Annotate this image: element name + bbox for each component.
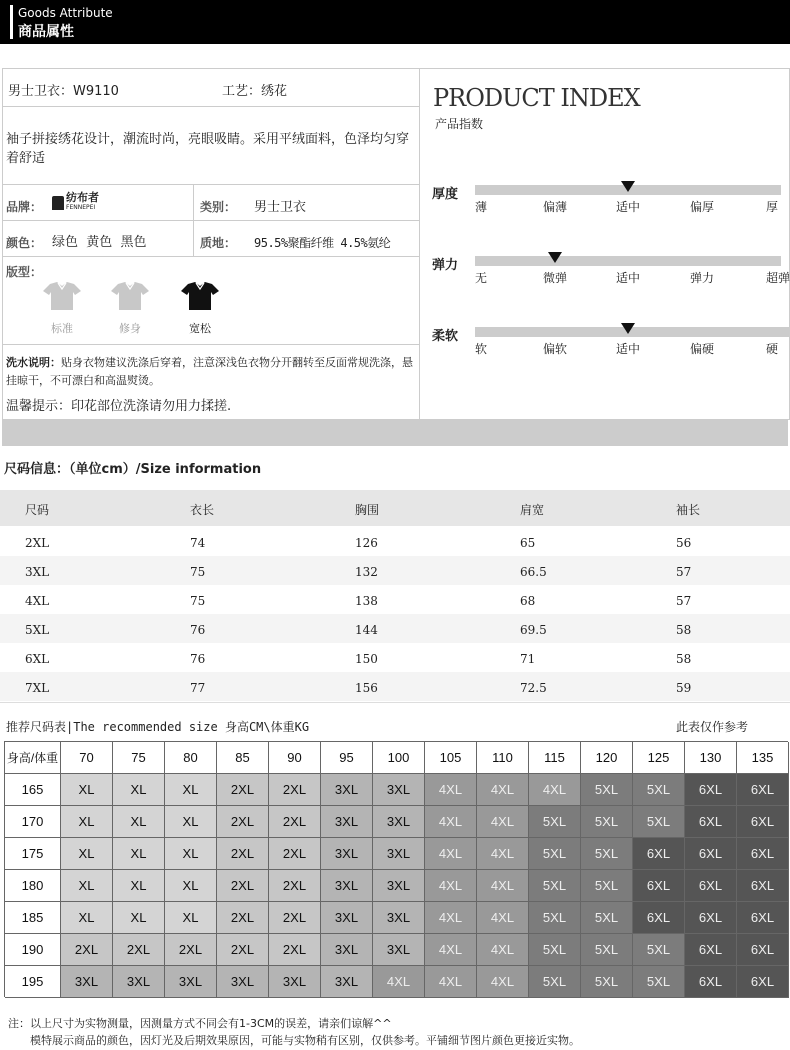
size-cell: 156 — [355, 681, 378, 695]
grid-size-cell: 4XL — [477, 806, 529, 838]
fit-label-0: 标准 — [51, 322, 73, 335]
grid-weight-header: 120 — [581, 742, 633, 774]
wash-label: 洗水说明： — [6, 356, 61, 369]
scale-name-0: 厚度 — [432, 187, 459, 202]
grid-height-header: 170 — [5, 806, 61, 838]
grid-size-cell: 2XL — [269, 902, 321, 934]
size-header-3: 肩宽 — [520, 503, 545, 517]
grid-size-cell: 3XL — [373, 902, 425, 934]
tip: 温馨提示：印花部位洗涤请勿用力揉搓. — [6, 399, 232, 414]
grid-size-cell: 2XL — [61, 934, 113, 966]
grid-size-cell: 6XL — [685, 806, 737, 838]
fit-shirt-icon-0 — [42, 280, 82, 312]
grid-size-cell: 3XL — [165, 966, 217, 998]
size-table-header — [0, 490, 790, 526]
grid-weight-header: 135 — [737, 742, 789, 774]
grid-size-cell: 6XL — [633, 870, 685, 902]
category-value: 男士卫衣 — [254, 200, 307, 215]
grid-size-cell: 6XL — [685, 838, 737, 870]
size-cell: 75 — [190, 565, 206, 579]
grid-weight-header: 95 — [321, 742, 373, 774]
size-cell: 57 — [676, 594, 692, 608]
fit-shirt-icon-2 — [180, 280, 220, 312]
grid-size-cell: 3XL — [217, 966, 269, 998]
grid-weight-header: 90 — [269, 742, 321, 774]
grid-height-header: 190 — [5, 934, 61, 966]
recommend-title: 推荐尺码表|The recommended size 身高CM\体重KG — [6, 720, 310, 734]
scale-bar-1 — [475, 256, 781, 266]
size-cell: 5XL — [25, 623, 50, 637]
size-cell: 4XL — [25, 594, 50, 608]
footer-note-2: 模特展示商品的颜色，因灯光及后期效果原因，可能与实物稍有区别，仅供参考。平铺细节图片颜色更接近实物。 — [30, 1034, 580, 1047]
grid-size-cell: 4XL — [529, 774, 581, 806]
grid-size-cell: 5XL — [581, 806, 633, 838]
grid-size-cell: 3XL — [113, 966, 165, 998]
grid-size-cell: 5XL — [633, 806, 685, 838]
grid-size-cell: 3XL — [61, 966, 113, 998]
size-cell: 57 — [676, 565, 692, 579]
product-index-title: PRODUCT INDEX — [433, 84, 640, 112]
scale-option-2-4: 硬 — [766, 342, 779, 356]
size-cell: 2XL — [25, 536, 50, 550]
grid-size-cell: 5XL — [529, 870, 581, 902]
grid-size-cell: XL — [165, 774, 217, 806]
grid-size-cell: 6XL — [685, 870, 737, 902]
divider — [2, 344, 420, 345]
grid-weight-header: 130 — [685, 742, 737, 774]
size-cell: 144 — [355, 623, 378, 637]
scale-option-2-2: 适中 — [616, 342, 641, 356]
scale-marker-icon-0 — [621, 181, 635, 192]
scale-option-1-1: 微弹 — [543, 271, 568, 285]
grid-size-cell: XL — [113, 838, 165, 870]
scale-marker-icon-2 — [621, 323, 635, 334]
brand-label: 品牌： — [6, 200, 43, 214]
grid-weight-header: 115 — [529, 742, 581, 774]
grid-size-cell: 5XL — [529, 838, 581, 870]
grid-size-cell: 4XL — [425, 966, 477, 998]
scale-option-2-0: 软 — [475, 342, 488, 356]
grid-weight-header: 100 — [373, 742, 425, 774]
grid-size-cell: 6XL — [737, 934, 789, 966]
grid-size-cell: 6XL — [685, 934, 737, 966]
size-header-4: 袖长 — [676, 503, 701, 517]
grid-size-cell: XL — [61, 774, 113, 806]
grid-size-cell: XL — [165, 838, 217, 870]
grid-height-header: 180 — [5, 870, 61, 902]
grid-size-cell: 3XL — [321, 774, 373, 806]
size-row — [0, 556, 790, 585]
size-cell: 68 — [520, 594, 536, 608]
grid-size-cell: 4XL — [477, 902, 529, 934]
grid-weight-header: 125 — [633, 742, 685, 774]
scale-option-0-1: 偏薄 — [543, 200, 568, 214]
grid-corner: 身高/体重 — [5, 742, 61, 774]
grid-size-cell: 5XL — [581, 966, 633, 998]
scale-option-0-0: 薄 — [475, 200, 488, 214]
scale-marker-icon-1 — [548, 252, 562, 263]
scale-option-1-2: 适中 — [616, 271, 641, 285]
fit-label: 版型： — [6, 265, 43, 279]
grid-size-cell: 5XL — [529, 806, 581, 838]
scale-name-2: 柔软 — [432, 329, 459, 344]
grid-size-cell: 4XL — [425, 934, 477, 966]
brand-logo-icon — [52, 196, 64, 210]
grid-size-cell: XL — [113, 870, 165, 902]
grid-size-cell: XL — [61, 806, 113, 838]
recommend-grid — [4, 741, 788, 997]
size-cell: 76 — [190, 623, 206, 637]
grid-size-cell: XL — [113, 902, 165, 934]
grid-size-cell: XL — [113, 774, 165, 806]
size-cell: 58 — [676, 652, 692, 666]
divider — [193, 184, 194, 256]
size-cell: 76 — [190, 652, 206, 666]
divider — [0, 702, 790, 703]
size-cell: 71 — [520, 652, 536, 666]
wash-instructions — [6, 354, 418, 390]
grid-size-cell: 4XL — [477, 966, 529, 998]
grid-size-cell: 6XL — [737, 902, 789, 934]
grid-size-cell: 5XL — [581, 870, 633, 902]
grid-size-cell: 2XL — [113, 934, 165, 966]
divider — [2, 220, 420, 221]
grid-size-cell: 2XL — [165, 934, 217, 966]
scale-option-1-4: 超弹 — [766, 271, 790, 285]
grid-size-cell: 2XL — [269, 806, 321, 838]
grid-size-cell: 6XL — [737, 870, 789, 902]
size-row — [0, 643, 790, 672]
recommend-note: 此表仅作参考 — [676, 720, 749, 734]
size-cell: 75 — [190, 594, 206, 608]
grid-size-cell: 3XL — [373, 870, 425, 902]
product-description: 袖子拼接绣花设计，潮流时尚，亮眼吸睛。采用平绒面料，色泽均匀穿着舒适 — [6, 132, 410, 166]
grid-size-cell: XL — [61, 870, 113, 902]
separator-band — [2, 420, 788, 446]
grid-size-cell: 2XL — [269, 838, 321, 870]
size-row — [0, 672, 790, 701]
grid-weight-header: 85 — [217, 742, 269, 774]
grid-size-cell: 3XL — [321, 806, 373, 838]
grid-size-cell: XL — [165, 806, 217, 838]
size-header-2: 胸围 — [355, 503, 380, 517]
grid-size-cell: 3XL — [321, 838, 373, 870]
grid-size-cell: 6XL — [737, 966, 789, 998]
scale-option-0-2: 适中 — [616, 200, 641, 214]
scale-option-2-3: 偏硬 — [690, 342, 715, 356]
grid-size-cell: 6XL — [685, 774, 737, 806]
grid-size-cell: 4XL — [477, 870, 529, 902]
grid-size-cell: 5XL — [581, 902, 633, 934]
size-cell: 132 — [355, 565, 378, 579]
grid-size-cell: 3XL — [321, 870, 373, 902]
grid-size-cell: 6XL — [633, 838, 685, 870]
brand-logo — [52, 193, 99, 213]
grid-size-cell: 2XL — [217, 870, 269, 902]
grid-size-cell: 2XL — [217, 902, 269, 934]
size-cell: 72.5 — [520, 681, 547, 695]
grid-size-cell: 5XL — [581, 934, 633, 966]
grid-size-cell: 2XL — [269, 870, 321, 902]
divider — [2, 184, 420, 185]
size-cell: 59 — [676, 681, 692, 695]
size-cell: 66.5 — [520, 565, 547, 579]
size-cell: 6XL — [25, 652, 50, 666]
grid-size-cell: 5XL — [633, 966, 685, 998]
size-cell: 126 — [355, 536, 378, 550]
grid-height-header: 195 — [5, 966, 61, 998]
grid-size-cell: 5XL — [529, 902, 581, 934]
grid-size-cell: 5XL — [633, 934, 685, 966]
grid-size-cell: 3XL — [321, 966, 373, 998]
grid-size-cell: XL — [61, 838, 113, 870]
grid-height-header: 175 — [5, 838, 61, 870]
grid-size-cell: 2XL — [217, 934, 269, 966]
scale-option-1-3: 弹力 — [690, 271, 715, 285]
section-header — [0, 0, 790, 44]
grid-size-cell: 2XL — [217, 774, 269, 806]
grid-size-cell: XL — [61, 902, 113, 934]
grid-size-cell: 3XL — [373, 838, 425, 870]
brand-name: 纺布者 — [66, 191, 99, 204]
header-title-en: Goods Attribute — [18, 6, 113, 20]
grid-size-cell: 5XL — [581, 838, 633, 870]
size-row — [0, 614, 790, 643]
fit-label-2: 宽松 — [189, 322, 211, 335]
grid-size-cell: 4XL — [425, 806, 477, 838]
size-header-0: 尺码 — [25, 503, 50, 517]
size-cell: 56 — [676, 536, 692, 550]
grid-size-cell: 5XL — [633, 774, 685, 806]
grid-size-cell: 3XL — [373, 806, 425, 838]
size-header-1: 衣长 — [190, 503, 215, 517]
grid-size-cell: 4XL — [425, 870, 477, 902]
grid-size-cell: 5XL — [529, 934, 581, 966]
material-label: 质地： — [200, 236, 237, 250]
material-value: 95.5%聚酯纤维 4.5%氨纶 — [254, 236, 391, 250]
grid-size-cell: 4XL — [425, 838, 477, 870]
color-value: 绿色 黄色 黑色 — [52, 235, 147, 250]
size-cell: 69.5 — [520, 623, 547, 637]
size-cell: 58 — [676, 623, 692, 637]
size-info-title: 尺码信息：（单位cm）/Size information — [4, 462, 262, 477]
size-cell: 150 — [355, 652, 378, 666]
header-accent-bar — [10, 5, 13, 39]
scale-name-1: 弹力 — [432, 258, 459, 273]
category-label: 类别： — [200, 200, 237, 214]
product-model: 男士卫衣：W9110 — [8, 84, 119, 99]
size-cell: 3XL — [25, 565, 50, 579]
color-label: 颜色： — [6, 236, 43, 250]
scale-option-2-1: 偏软 — [543, 342, 568, 356]
grid-size-cell: 3XL — [373, 774, 425, 806]
wash-text: 贴身衣物建议洗涤后穿着，注意深浅色衣物分开翻转至反面常规洗涤，悬挂晾干，不可漂白和高温熨烫。 — [6, 356, 413, 387]
grid-size-cell: 5XL — [581, 774, 633, 806]
grid-size-cell: 2XL — [269, 774, 321, 806]
grid-size-cell: 6XL — [737, 806, 789, 838]
grid-weight-header: 75 — [113, 742, 165, 774]
grid-size-cell: 4XL — [373, 966, 425, 998]
grid-size-cell: 3XL — [321, 902, 373, 934]
scale-option-0-4: 厚 — [766, 200, 779, 214]
grid-size-cell: 6XL — [685, 902, 737, 934]
grid-weight-header: 70 — [61, 742, 113, 774]
grid-size-cell: 4XL — [477, 774, 529, 806]
size-cell: 77 — [190, 681, 206, 695]
product-craft: 工艺：绣花 — [222, 84, 288, 99]
grid-size-cell: 4XL — [477, 838, 529, 870]
grid-size-cell: 6XL — [737, 774, 789, 806]
brand-sub: FENNEPEI — [66, 204, 96, 211]
grid-size-cell: 3XL — [373, 934, 425, 966]
grid-height-header: 185 — [5, 902, 61, 934]
size-cell: 7XL — [25, 681, 50, 695]
grid-size-cell: XL — [165, 870, 217, 902]
grid-weight-header: 105 — [425, 742, 477, 774]
grid-size-cell: 2XL — [217, 806, 269, 838]
divider — [2, 106, 420, 107]
grid-weight-header: 110 — [477, 742, 529, 774]
size-cell: 74 — [190, 536, 206, 550]
grid-size-cell: 4XL — [425, 902, 477, 934]
header-title-cn: 商品属性 — [18, 24, 74, 40]
grid-size-cell: XL — [113, 806, 165, 838]
size-row — [0, 527, 790, 556]
grid-weight-header: 80 — [165, 742, 217, 774]
grid-size-cell: 5XL — [529, 966, 581, 998]
grid-height-header: 165 — [5, 774, 61, 806]
divider — [2, 256, 420, 257]
grid-size-cell: XL — [165, 902, 217, 934]
size-cell: 65 — [520, 536, 536, 550]
scale-option-0-3: 偏厚 — [690, 200, 715, 214]
fit-shirt-icon-1 — [110, 280, 150, 312]
fit-label-1: 修身 — [119, 322, 141, 335]
grid-size-cell: 4XL — [477, 934, 529, 966]
grid-size-cell: 3XL — [321, 934, 373, 966]
grid-size-cell: 6XL — [685, 966, 737, 998]
grid-size-cell: 2XL — [269, 934, 321, 966]
grid-size-cell: 2XL — [217, 838, 269, 870]
grid-size-cell: 6XL — [633, 902, 685, 934]
scale-option-1-0: 无 — [475, 271, 488, 285]
product-index-subtitle: 产品指数 — [435, 117, 484, 131]
grid-size-cell: 4XL — [425, 774, 477, 806]
grid-size-cell: 3XL — [269, 966, 321, 998]
grid-size-cell: 6XL — [737, 838, 789, 870]
size-cell: 138 — [355, 594, 378, 608]
footer-note-1: 注：以上尺寸为实物测量，因测量方式不同会有1-3CM的误差，请亲们谅解^^ — [8, 1017, 392, 1030]
size-row — [0, 585, 790, 614]
